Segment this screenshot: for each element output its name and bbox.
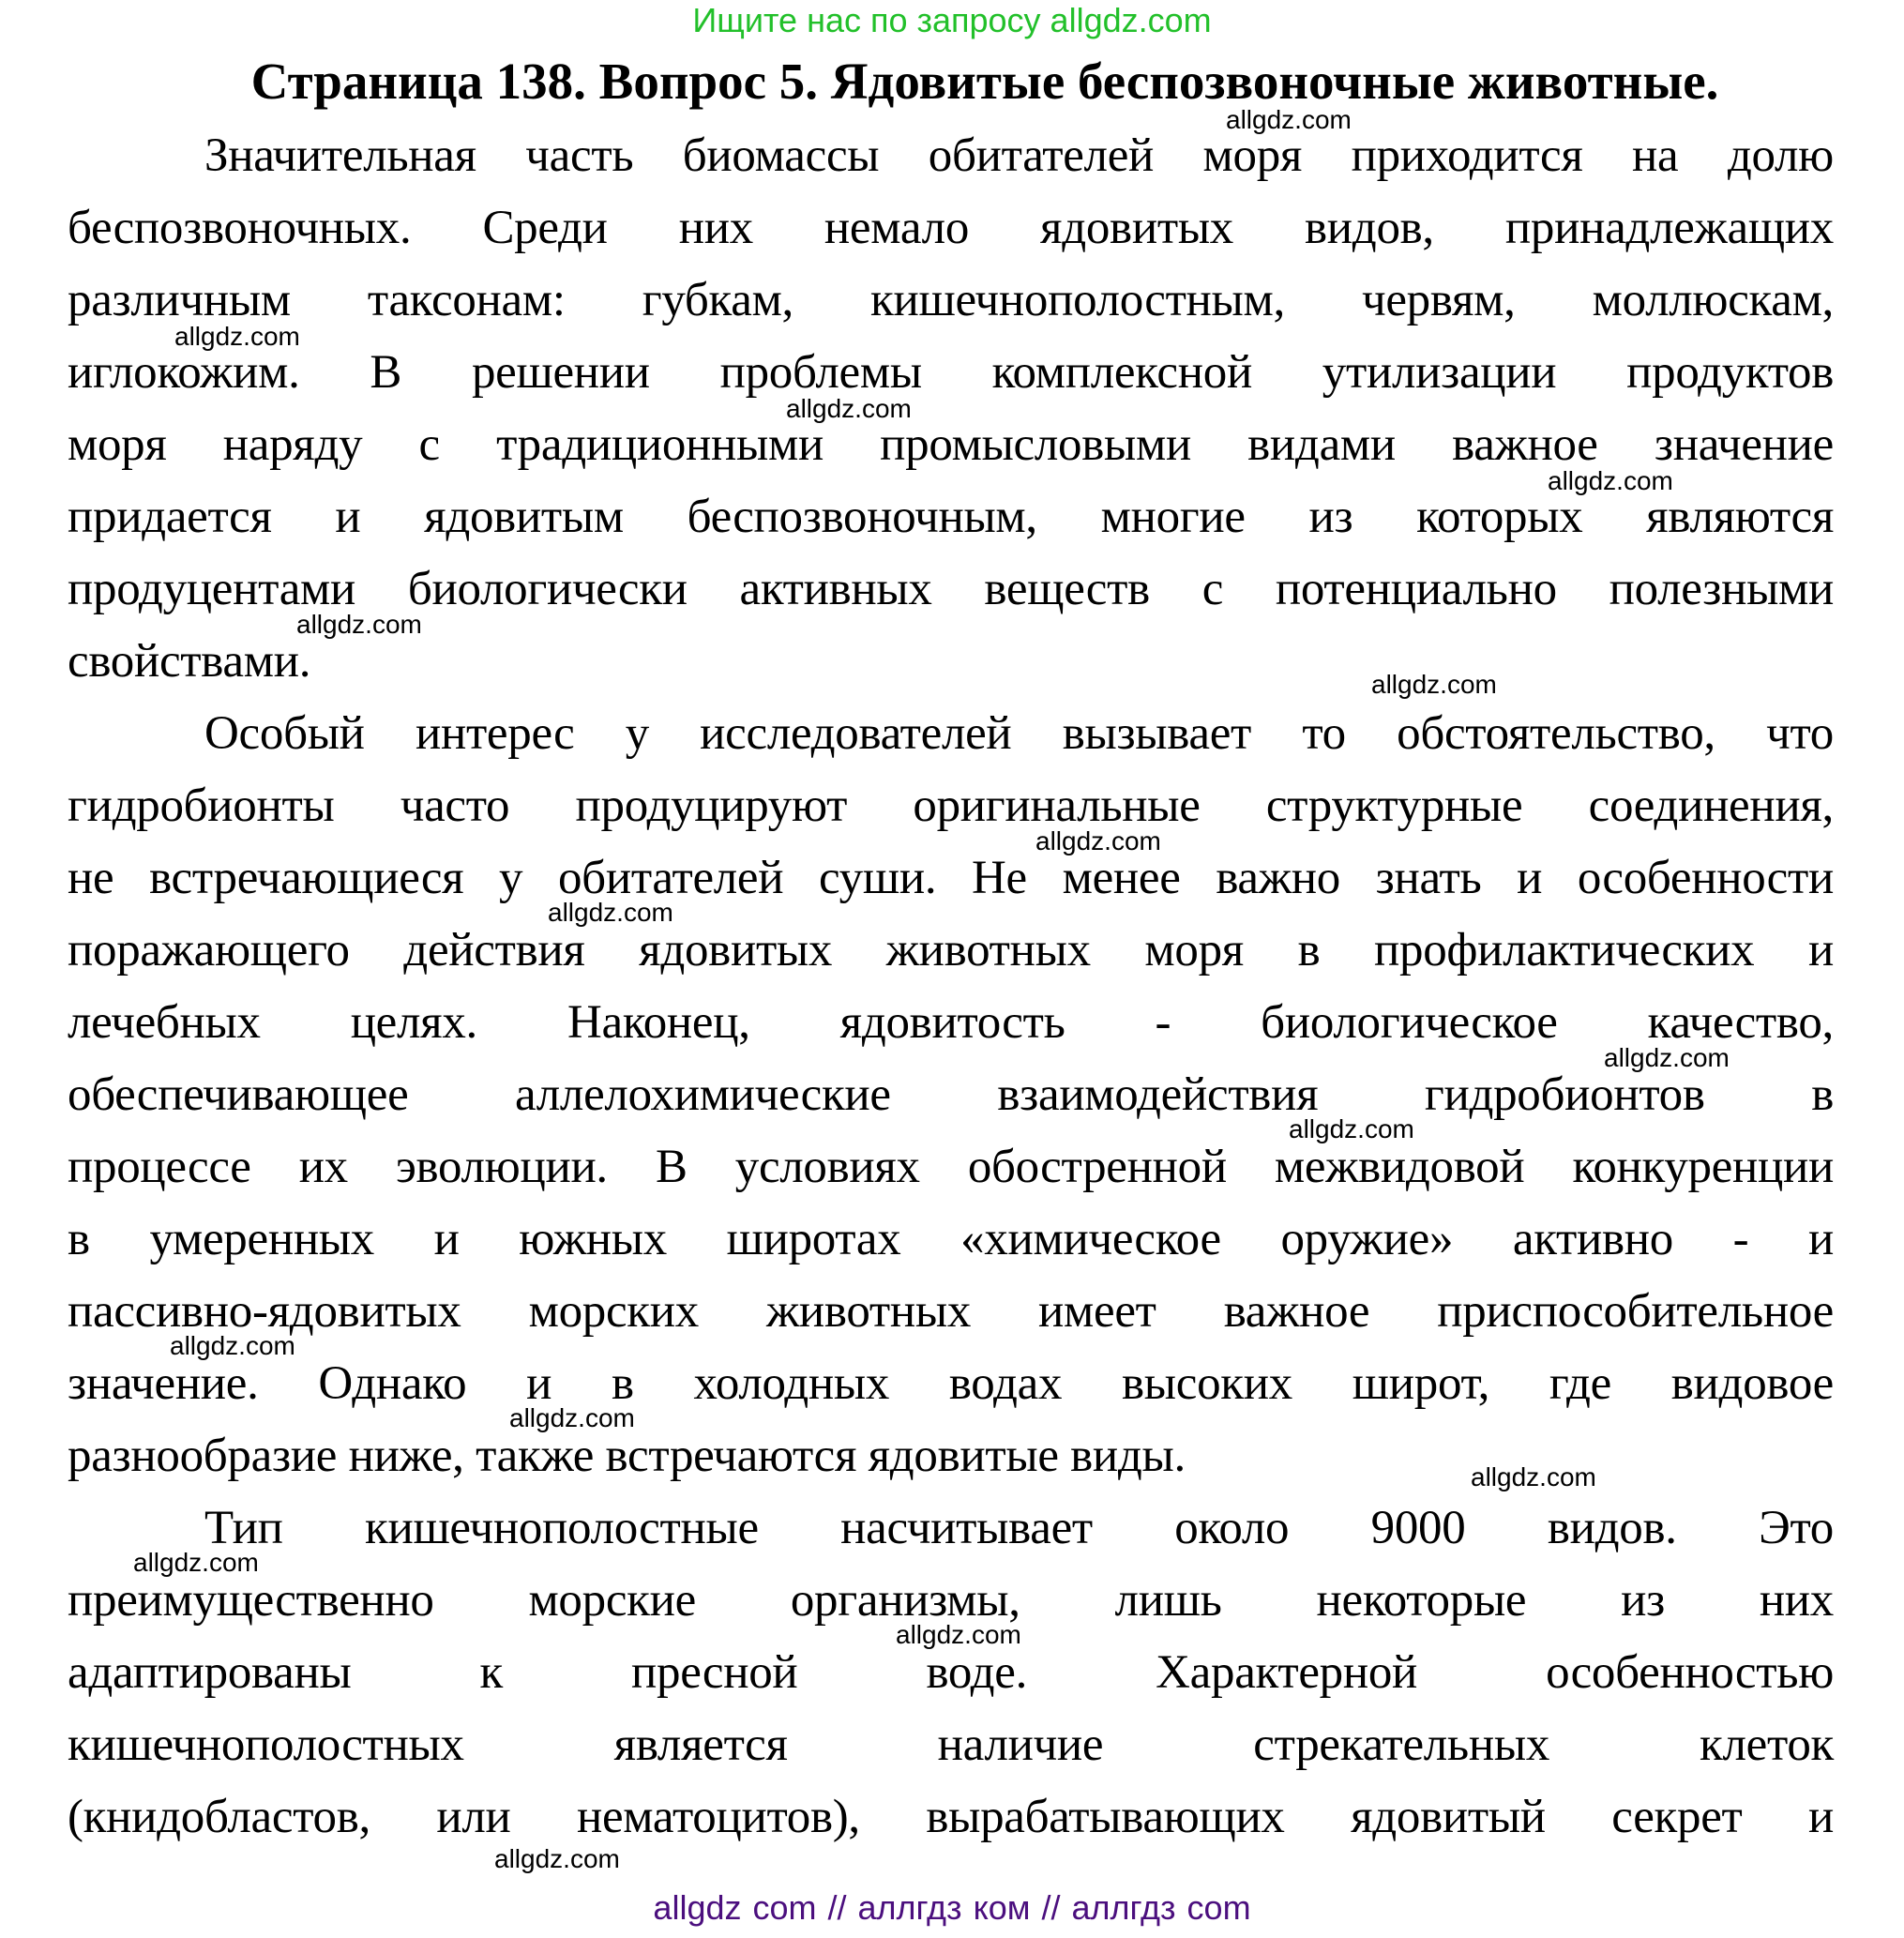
text-line: поражающего действия ядовитых животных моря в профилактических и — [68, 924, 1834, 977]
text-line: беспозвоночных. Среди них немало ядовитых видов, принадлежащих — [68, 202, 1834, 254]
text-line: лечебных целях. Наконец, ядовитость - биологическое качество, — [68, 996, 1834, 1049]
watermark: allgdz.com — [1548, 466, 1673, 495]
text-line: преимущественно морские организмы, лишь некоторые из них — [68, 1574, 1834, 1627]
watermark: allgdz.com — [1471, 1462, 1596, 1491]
text-line: адаптированы к пресной воде. Характерной особенностью — [68, 1646, 1834, 1699]
search-promo-banner: Ищите нас по запросу allgdz.com — [692, 1, 1212, 39]
text-line: кишечнополостных является наличие стрекательных клеток — [68, 1718, 1834, 1771]
text-line: Особый интерес у исследователей вызывает то обстоятельство, что — [204, 707, 1834, 760]
text-line: обеспечивающее аллелохимические взаимодействия гидробионтов в — [68, 1068, 1834, 1121]
watermark: allgdz.com — [133, 1548, 259, 1577]
text-line: иглокожим. В решении проблемы комплексной утилизации продуктов — [68, 346, 1834, 399]
watermark: allgdz.com — [296, 610, 422, 639]
text-line: пассивно-ядовитых морских животных имеет важное приспособительное — [68, 1285, 1834, 1338]
watermark: allgdz.com — [1226, 105, 1352, 134]
text-line: не встречающиеся у обитателей суши. Не менее важно знать и особенности — [68, 852, 1834, 904]
text-line: Тип кишечнополостные насчитывает около 9000 видов. Это — [204, 1502, 1834, 1554]
text-line: свойствами. — [68, 635, 311, 688]
text-line: (книдобластов, или нематоцитов), вырабатывающих ядовитый секрет и — [68, 1791, 1834, 1843]
page-title: Страница 138. Вопрос 5. Ядовитые беспозвоночные животные. — [250, 53, 1719, 110]
watermark: allgdz.com — [548, 898, 673, 927]
text-line: процессе их эволюции. В условиях обостренной межвидовой конкуренции — [68, 1141, 1834, 1193]
watermark: allgdz.com — [1035, 826, 1161, 855]
watermark: allgdz.com — [174, 322, 300, 351]
text-line: разнообразие ниже, также встречаются ядовитые виды. — [68, 1430, 1186, 1482]
watermark: allgdz.com — [1604, 1043, 1730, 1072]
watermark: allgdz.com — [494, 1844, 620, 1873]
text-line: гидробионты часто продуцируют оригинальные структурные соединения, — [68, 780, 1834, 832]
watermark: allgdz.com — [170, 1331, 295, 1360]
text-line: продуцентами биологически активных веществ с потенциально полезными — [68, 563, 1834, 615]
watermark: allgdz.com — [509, 1403, 635, 1432]
text-line: Значительная часть биомассы обитателей моря приходится на долю — [204, 129, 1834, 182]
text-line: моря наряду с традиционными промысловыми видами важное значение — [68, 418, 1834, 471]
watermark: allgdz.com — [1289, 1114, 1414, 1143]
text-line: придается и ядовитым беспозвоночным, многие из которых являются — [68, 491, 1834, 543]
footer-links: allgdz com // аллгдз ком // аллгдз com — [653, 1888, 1251, 1927]
watermark: allgdz.com — [896, 1620, 1021, 1649]
watermark: allgdz.com — [786, 394, 912, 423]
text-line: различным таксонам: губкам, кишечнополостным, червям, моллюскам, — [68, 274, 1834, 326]
watermark: allgdz.com — [1371, 670, 1497, 699]
text-line: значение. Однако и в холодных водах высоких широт, где видовое — [68, 1357, 1834, 1410]
text-line: в умеренных и южных широтах «химическое оружие» активно - и — [68, 1213, 1834, 1265]
